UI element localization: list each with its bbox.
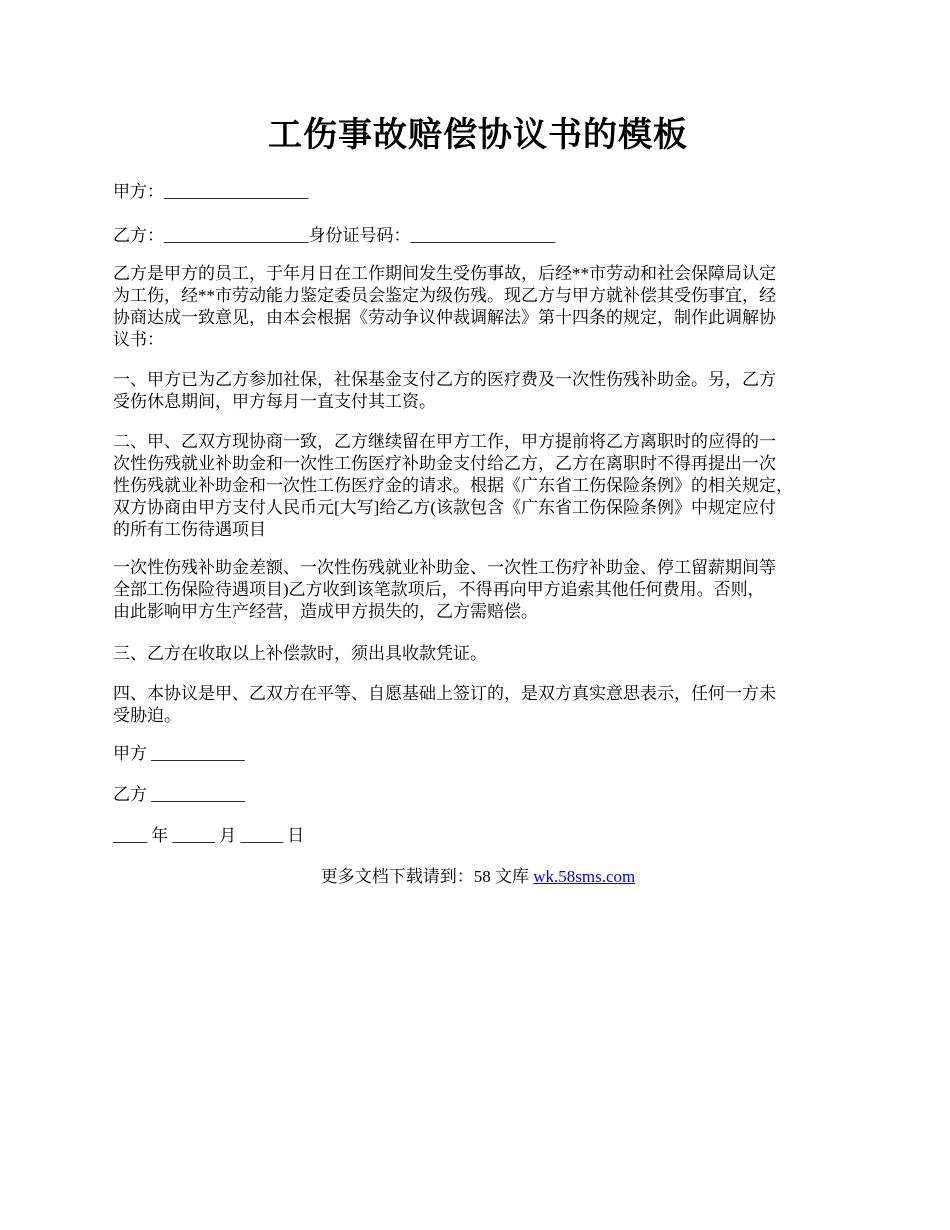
party-b-signature-line: 乙方 ___________ <box>113 785 245 804</box>
text-line: 性伤残就业补助金和一次性工伤医疗金的请求。根据《广东省工伤保险条例》的相关规定， <box>113 476 793 495</box>
party-a-signature-line: 甲方 ___________ <box>113 744 245 763</box>
text-line: 议书： <box>113 330 164 349</box>
text-line: 受伤休息期间，甲方每月一直支付其工资。 <box>113 392 436 411</box>
text-line: 一次性伤残补助金差额、一次性伤残就业补助金、一次性工伤疗补助金、停工留薪期间等 <box>113 558 776 577</box>
text-line: 乙方是甲方的员工，于年月日在工作期间发生受伤事故，后经**市劳动和社会保障局认定 <box>113 264 776 283</box>
footer-link[interactable]: wk.58sms.com <box>533 867 636 886</box>
party-a-line: 甲方：_________________ <box>113 182 309 201</box>
text-line: 的所有工伤待遇项目 <box>113 520 266 539</box>
text-line: 双方协商由甲方支付人民币元[大写]给乙方(该款包含《广东省工伤保险条例》中规定应付 <box>113 498 776 517</box>
footer-text: 更多文档下载请到：58 文库 <box>320 867 534 886</box>
text-line: 全部工伤保险待遇项目)乙方收到该笔款项后，不得再向甲方追索其他任何费用。否则， <box>113 580 765 599</box>
text-line: 协商达成一致意见，由本会根据《劳动争议仲裁调解法》第十四条的规定，制作此调解协 <box>113 308 776 327</box>
text-line: 由此影响甲方生产经营，造成甲方损失的，乙方需赔偿。 <box>113 602 538 621</box>
footer <box>113 866 843 888</box>
clause-4-paragraph <box>113 683 843 727</box>
text-line: 受胁迫。 <box>113 706 181 725</box>
intro-paragraph <box>113 263 843 351</box>
clause-2-continuation-paragraph <box>113 557 843 623</box>
text-line: 为工伤，经**市劳动能力鉴定委员会鉴定为级伤残。现乙方与甲方就补偿其受伤事宜，经 <box>113 286 776 305</box>
clause-3-paragraph: 三、乙方在收取以上补偿款时，须出具收款凭证。 <box>113 644 487 663</box>
text-line: 次性伤残就业补助金和一次性工伤医疗补助金支付给乙方，乙方在离职时不得再提出一次 <box>113 454 776 473</box>
date-line: ____ 年 _____ 月 _____ 日 <box>113 826 305 845</box>
text-line: 四、本协议是甲、乙双方在平等、自愿基础上签订的，是双方真实意思表示，任何一方未 <box>113 684 776 703</box>
text-line: 一、甲方已为乙方参加社保，社保基金支付乙方的医疗费及一次性伤残补助金。另，乙方 <box>113 370 776 389</box>
party-b-line: 乙方：_________________身份证号码：_________________ <box>113 226 555 245</box>
clause-2-paragraph <box>113 431 843 541</box>
document-title: 工伤事故赔偿协议书的模板 <box>268 117 688 154</box>
text-line: 二、甲、乙双方现协商一致，乙方继续留在甲方工作，甲方提前将乙方离职时的应得的一 <box>113 432 776 451</box>
clause-1-paragraph <box>113 369 843 413</box>
